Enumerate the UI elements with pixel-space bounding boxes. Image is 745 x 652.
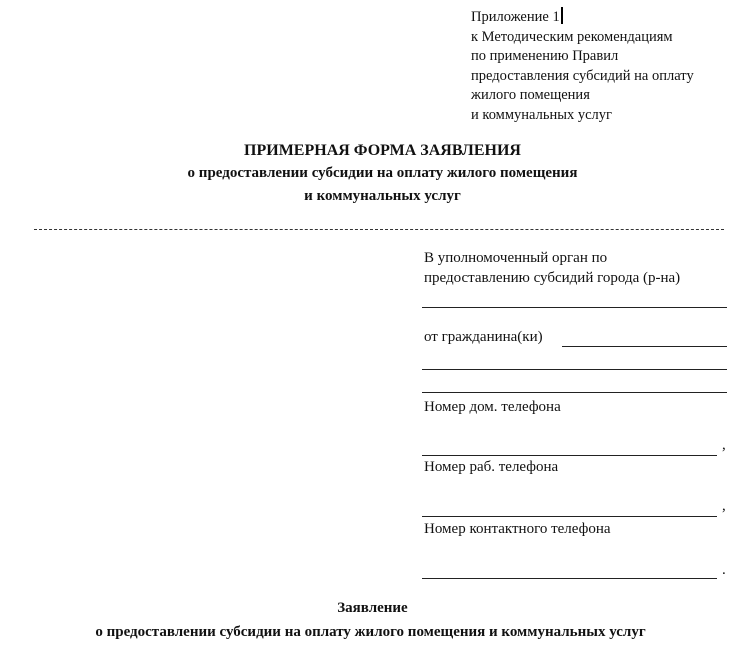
- cut-line-divider: [34, 229, 724, 230]
- work-phone-field[interactable]: [422, 516, 717, 517]
- authority-name-field[interactable]: [422, 307, 727, 308]
- from-citizen-label: от гражданина(ки): [424, 329, 543, 345]
- form-subtitle: о предоставлении субсидии на оплату жилого помещения: [187, 165, 578, 181]
- form-title: ПРИМЕРНАЯ ФОРМА ЗАЯВЛЕНИЯ: [244, 142, 521, 159]
- appendix-line: и коммунальных услуг: [471, 106, 612, 123]
- addressee-label-2: предоставлению субсидий города (р-на): [424, 270, 681, 286]
- home-phone-label: Номер дом. телефона: [424, 399, 561, 415]
- period-mark: .: [722, 562, 726, 578]
- appendix-line: жилого помещения: [471, 87, 590, 103]
- citizen-name-field-3[interactable]: [422, 392, 727, 393]
- text-cursor: [561, 7, 563, 24]
- appendix-number: Приложение 1: [471, 7, 694, 28]
- appendix-line: предоставления субсидий на оплату: [471, 67, 694, 84]
- comma-mark: ,: [722, 498, 726, 514]
- comma-mark: ,: [722, 437, 726, 453]
- statement-title: Заявление: [337, 600, 408, 616]
- citizen-name-field-2[interactable]: [422, 369, 727, 370]
- contact-phone-label: Номер контактного телефона: [424, 521, 611, 537]
- home-phone-field[interactable]: [422, 455, 717, 456]
- addressee-label: В уполномоченный орган по: [424, 250, 608, 266]
- appendix-line: по применению Правил: [471, 48, 619, 64]
- appendix-header: [471, 7, 694, 125]
- appendix-line: к Методическим рекомендациям: [471, 28, 673, 45]
- form-subtitle-2: и коммунальных услуг: [304, 188, 461, 204]
- citizen-name-field[interactable]: [562, 346, 727, 347]
- statement-subtitle: о предоставлении субсидии на оплату жилого помещения и коммунальных услуг: [95, 624, 646, 640]
- work-phone-label: Номер раб. телефона: [424, 459, 559, 475]
- contact-phone-field[interactable]: [422, 578, 717, 579]
